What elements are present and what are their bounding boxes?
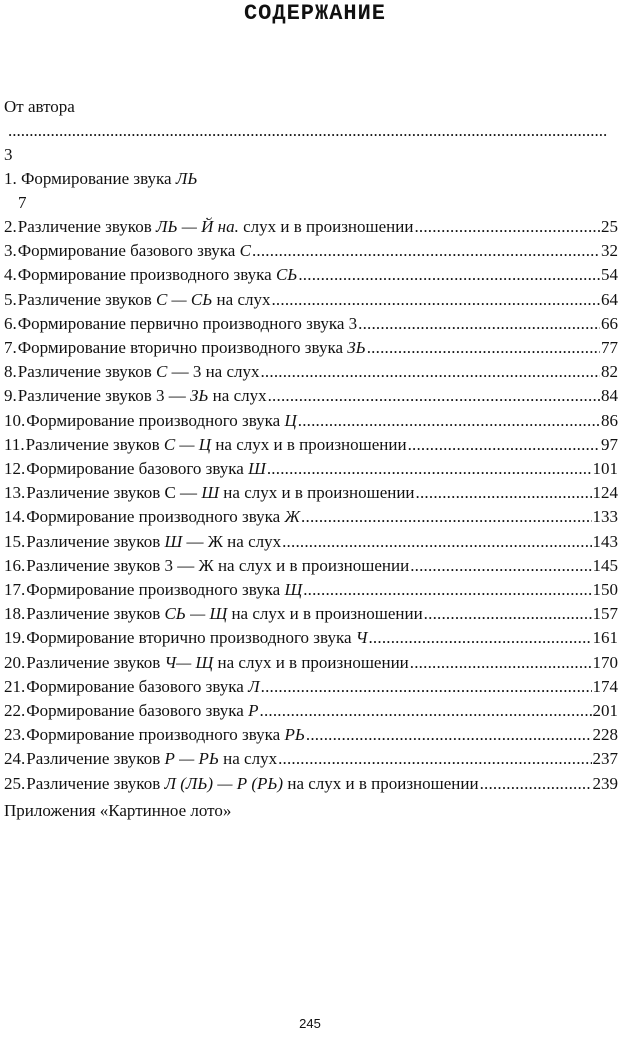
toc-entry-number: 17. xyxy=(4,580,26,599)
toc-entry-page: 84 xyxy=(601,386,618,405)
toc-entry-number: 16. xyxy=(4,556,26,575)
toc-entry-text-part: слух и в произношении xyxy=(238,217,414,236)
toc-entry xyxy=(4,724,618,746)
toc-entry-number: 12. xyxy=(4,459,26,478)
toc-entry-text-part: — Ж на слух xyxy=(182,532,282,551)
toc-entry-text xyxy=(26,531,281,553)
toc-entry-number: 13. xyxy=(4,483,26,502)
toc-entry xyxy=(4,458,618,480)
toc-entry-text-part: Формирование базового звука xyxy=(26,459,249,478)
toc-entry-leader xyxy=(410,555,591,577)
toc-entry-text-part: Формирование базового звука xyxy=(26,701,249,720)
toc-entry-text xyxy=(26,652,409,674)
toc-entry-text xyxy=(26,700,258,722)
toc-entry-page: 82 xyxy=(601,362,618,381)
toc-entry-leader xyxy=(267,458,592,480)
toc-entry-text-italic: СЬ xyxy=(275,265,298,284)
toc-entry-leader xyxy=(252,240,600,262)
toc-entry-text-part: Различение звуков xyxy=(26,774,165,793)
toc-entry-text xyxy=(26,773,478,795)
toc-entry-text xyxy=(26,458,266,480)
toc-entry-text-part: Различение звуков 3 — xyxy=(17,386,190,405)
toc-entry xyxy=(4,652,618,674)
toc-entry-text-italic: Ш xyxy=(248,459,266,478)
toc-entry-page: 133 xyxy=(592,507,618,526)
toc-entry-text xyxy=(26,724,305,746)
toc-entry-text-italic: С xyxy=(239,241,251,260)
toc-entry-text-italic: ЗЬ xyxy=(189,386,209,405)
toc-entry xyxy=(4,240,618,262)
toc-entry-text-part: на слух xyxy=(218,749,278,768)
toc-entry-page: 174 xyxy=(592,677,618,696)
toc-entry-leader xyxy=(480,773,592,795)
toc-entry-leader xyxy=(358,313,600,335)
toc-entry-leader xyxy=(260,700,592,722)
toc-entry xyxy=(4,264,618,286)
toc-entry-page: 170 xyxy=(592,653,618,672)
toc-entry-page: 237 xyxy=(592,749,618,768)
toc-entry xyxy=(4,361,618,383)
toc-entry-text-italic: Ш xyxy=(164,532,183,551)
toc-entry-text xyxy=(18,240,251,262)
toc-entry-text xyxy=(18,216,414,238)
toc-entry-text-part: Различение звуков xyxy=(26,604,165,623)
toc-entry-text-italic: РЬ xyxy=(284,725,305,744)
toc-entry xyxy=(4,748,618,770)
toc-entry-leader xyxy=(414,216,600,238)
toc-entry-page: 54 xyxy=(601,265,618,284)
toc-entry-number: 23. xyxy=(4,725,26,744)
toc-entry-leader xyxy=(298,410,600,432)
toc-entry-number: 2. xyxy=(4,217,17,236)
toc-entry-leader xyxy=(424,603,592,625)
toc-entry xyxy=(4,216,618,238)
toc-entry-text-italic: Л (ЛЬ) — Р (РЬ) xyxy=(164,774,284,793)
toc-entry-1 xyxy=(4,168,197,190)
toc-entry-number: 24. xyxy=(4,749,26,768)
toc-entry-text-italic: Ж xyxy=(284,507,301,526)
toc-entry xyxy=(4,603,618,625)
toc-entry-text-italic: Р xyxy=(248,701,259,720)
toc-entry-text-part: — 3 на слух xyxy=(167,362,260,381)
page-number: 245 xyxy=(299,1016,321,1031)
toc-entry-text-italic: ЗЬ xyxy=(347,338,366,357)
toc-entry-text xyxy=(26,627,367,649)
toc-entry-text-italic: Ч— Щ xyxy=(164,653,214,672)
toc-entry-number: 14. xyxy=(4,507,26,526)
toc-entry-text xyxy=(26,555,409,577)
toc-entry xyxy=(4,531,618,553)
toc-entry-text-part: Формирование вторично производного звука xyxy=(26,628,356,647)
toc-entry-page: 32 xyxy=(601,241,618,260)
toc-entry-text-part: на слух xyxy=(212,290,271,309)
toc-entry-leader xyxy=(278,748,591,770)
toc-entry-text: Формирование звука xyxy=(21,169,172,188)
toc-entry-text-part: Формирование производного звука xyxy=(26,580,285,599)
toc-entry-number: 7. xyxy=(4,338,17,357)
toc-entry-page: 97 xyxy=(601,435,618,454)
toc-entry-number: 9. xyxy=(4,386,17,405)
toc-entry-text xyxy=(26,579,302,601)
toc-entry-number: 18. xyxy=(4,604,26,623)
toc-entry-leader xyxy=(306,724,592,746)
toc-entry-leader xyxy=(303,579,591,601)
toc-entry-page: 239 xyxy=(592,774,618,793)
toc-entry-page: 157 xyxy=(592,604,618,623)
toc-entry-page: 161 xyxy=(592,628,618,647)
toc-entry-text-part: Различение звуков xyxy=(26,653,165,672)
toc-entry-text-part: Различение звуков xyxy=(17,362,156,381)
toc-entry-leader xyxy=(408,434,600,456)
toc-entry-number: 21. xyxy=(4,677,26,696)
toc-entry-text-part: на слух и в произношении xyxy=(211,435,407,454)
toc-entry-leader xyxy=(261,676,592,698)
toc-entry-page: 66 xyxy=(601,314,618,333)
toc-entry-number: 6. xyxy=(4,314,17,333)
toc-entry xyxy=(4,385,618,407)
toc-entry-number: 25. xyxy=(4,774,26,793)
toc-entry-text xyxy=(26,506,300,528)
toc-entry-page: 201 xyxy=(592,701,618,720)
toc-entry-leader xyxy=(301,506,591,528)
toc-entry xyxy=(4,676,618,698)
toc-entry-text xyxy=(26,748,277,770)
toc-entry-number: 5. xyxy=(4,290,17,309)
toc-entry-text-part: Различение звуков xyxy=(17,217,156,236)
toc-entry-text-part: Формирование производного звука xyxy=(26,411,285,430)
toc-entry-text-part: Формирование вторично производного звука xyxy=(17,338,348,357)
toc-entry-text-part: Формирование базового звука xyxy=(17,241,240,260)
toc-entry-text-italic: Ц xyxy=(284,411,297,430)
toc-entry-text xyxy=(26,434,407,456)
toc-entry-text-part: Различение звуков xyxy=(17,290,156,309)
toc-entry-page: 101 xyxy=(592,459,618,478)
toc-entry-text xyxy=(26,410,297,432)
toc-entry-text-italic: С — СЬ xyxy=(155,290,213,309)
toc-entry-text-part: Различение звуков xyxy=(25,435,164,454)
toc-author-page: 3 xyxy=(4,145,13,164)
toc-entry-text-part: на слух и в произношении xyxy=(213,653,409,672)
toc-entry-text-italic: Ч xyxy=(355,628,368,647)
toc-entry-text-italic: ЛЬ xyxy=(175,169,198,188)
toc-entry-text-part: Различение звуков С — xyxy=(26,483,202,502)
toc-entry-text-italic: Ш xyxy=(201,483,220,502)
toc-entry-number: 8. xyxy=(4,362,17,381)
toc-entry-leader xyxy=(268,385,600,407)
toc-entry-number: 1. xyxy=(4,169,17,188)
toc-entry xyxy=(4,289,618,311)
toc-entry-leader xyxy=(368,627,591,649)
toc-entry-text-part: на слух и в произношении xyxy=(219,483,415,502)
toc-entry-page: 86 xyxy=(601,411,618,430)
toc-entry-text xyxy=(26,603,422,625)
toc-entry-leader xyxy=(416,482,592,504)
toc-entry-text xyxy=(18,361,260,383)
toc-entry xyxy=(4,410,618,432)
toc-entry-text-part: на слух xyxy=(208,386,267,405)
toc-entry-page: 64 xyxy=(601,290,618,309)
toc-entry-text xyxy=(18,313,357,335)
toc-entry-number: 11. xyxy=(4,435,25,454)
toc-author-label: От автора xyxy=(4,97,75,116)
toc-entry xyxy=(4,506,618,528)
page-title: СОДЕРЖАНИЕ xyxy=(243,1,387,26)
toc-entry-page: 150 xyxy=(592,580,618,599)
toc-entry-leader xyxy=(298,264,600,286)
toc-entry xyxy=(4,627,618,649)
toc-entry xyxy=(4,700,618,722)
toc-entry-text-italic: СЬ — Щ xyxy=(164,604,228,623)
toc-entry-number: 15. xyxy=(4,532,26,551)
toc-entry-1-page: 7 xyxy=(18,193,27,212)
toc-entry xyxy=(4,555,618,577)
toc-entry-number: 20. xyxy=(4,653,26,672)
toc-entry-page: 25 xyxy=(601,217,618,236)
toc-entry-text-part: Формирование производного звука xyxy=(26,725,285,744)
toc-entry-text-part: Различение звуков xyxy=(26,532,165,551)
toc-entry-text-part: Формирование базового звука xyxy=(26,677,249,696)
toc-entry-text-part: на слух и в произношении xyxy=(283,774,479,793)
toc-entry-text xyxy=(18,337,366,359)
toc-entry-text xyxy=(18,289,271,311)
toc-entry-text xyxy=(18,385,267,407)
toc-entry-leader xyxy=(271,289,600,311)
toc-entry-number: 19. xyxy=(4,628,26,647)
toc-entry-text xyxy=(26,482,414,504)
toc-entry-number: 10. xyxy=(4,411,26,430)
toc-entry-page: 77 xyxy=(601,338,618,357)
toc-appendix: Приложения «Картинное лото» xyxy=(4,801,232,820)
toc-entry-leader xyxy=(410,652,592,674)
toc-entry-text-italic: Л xyxy=(248,677,260,696)
toc-entry-leader xyxy=(282,531,591,553)
toc-entry xyxy=(4,579,618,601)
toc-entry-number: 3. xyxy=(4,241,17,260)
toc-entry-text-part: Формирование производного звука xyxy=(26,507,285,526)
toc-entry xyxy=(4,773,618,795)
toc-entry-text-italic: ЛЬ — Й на. xyxy=(155,217,239,236)
toc-entry-leader xyxy=(367,337,600,359)
toc-entry-text-part: Различение звуков xyxy=(26,749,165,768)
toc-entry xyxy=(4,313,618,335)
toc-entry-page: 145 xyxy=(592,556,618,575)
toc-entry-text-italic: Щ xyxy=(284,580,303,599)
toc-entry xyxy=(4,482,618,504)
toc-entry-number: 4. xyxy=(4,265,17,284)
toc-entry-leader xyxy=(260,361,600,383)
toc-entry-text-italic: Р — РЬ xyxy=(164,749,219,768)
toc-entry-text-part: Различение звуков 3 — Ж на слух и в произношении xyxy=(26,556,410,575)
toc-entry-text-italic: С — Ц xyxy=(163,435,212,454)
toc-entry-page: 124 xyxy=(592,483,618,502)
toc-entry-text-italic: С xyxy=(155,362,168,381)
toc-entry-text xyxy=(18,264,298,286)
toc-entry-text-part: Формирование первично производного звука 3 xyxy=(17,314,358,333)
toc-entry xyxy=(4,337,618,359)
toc-entry-number: 22. xyxy=(4,701,26,720)
toc-entry-text-part: Формирование производного звука xyxy=(17,265,276,284)
toc-author-leader xyxy=(8,120,608,142)
toc-entry-page: 228 xyxy=(592,725,618,744)
toc-entry-text-part: на слух и в произношении xyxy=(227,604,423,623)
toc-entry-page: 143 xyxy=(592,532,618,551)
toc-entry-text xyxy=(26,676,259,698)
toc-entry xyxy=(4,434,618,456)
